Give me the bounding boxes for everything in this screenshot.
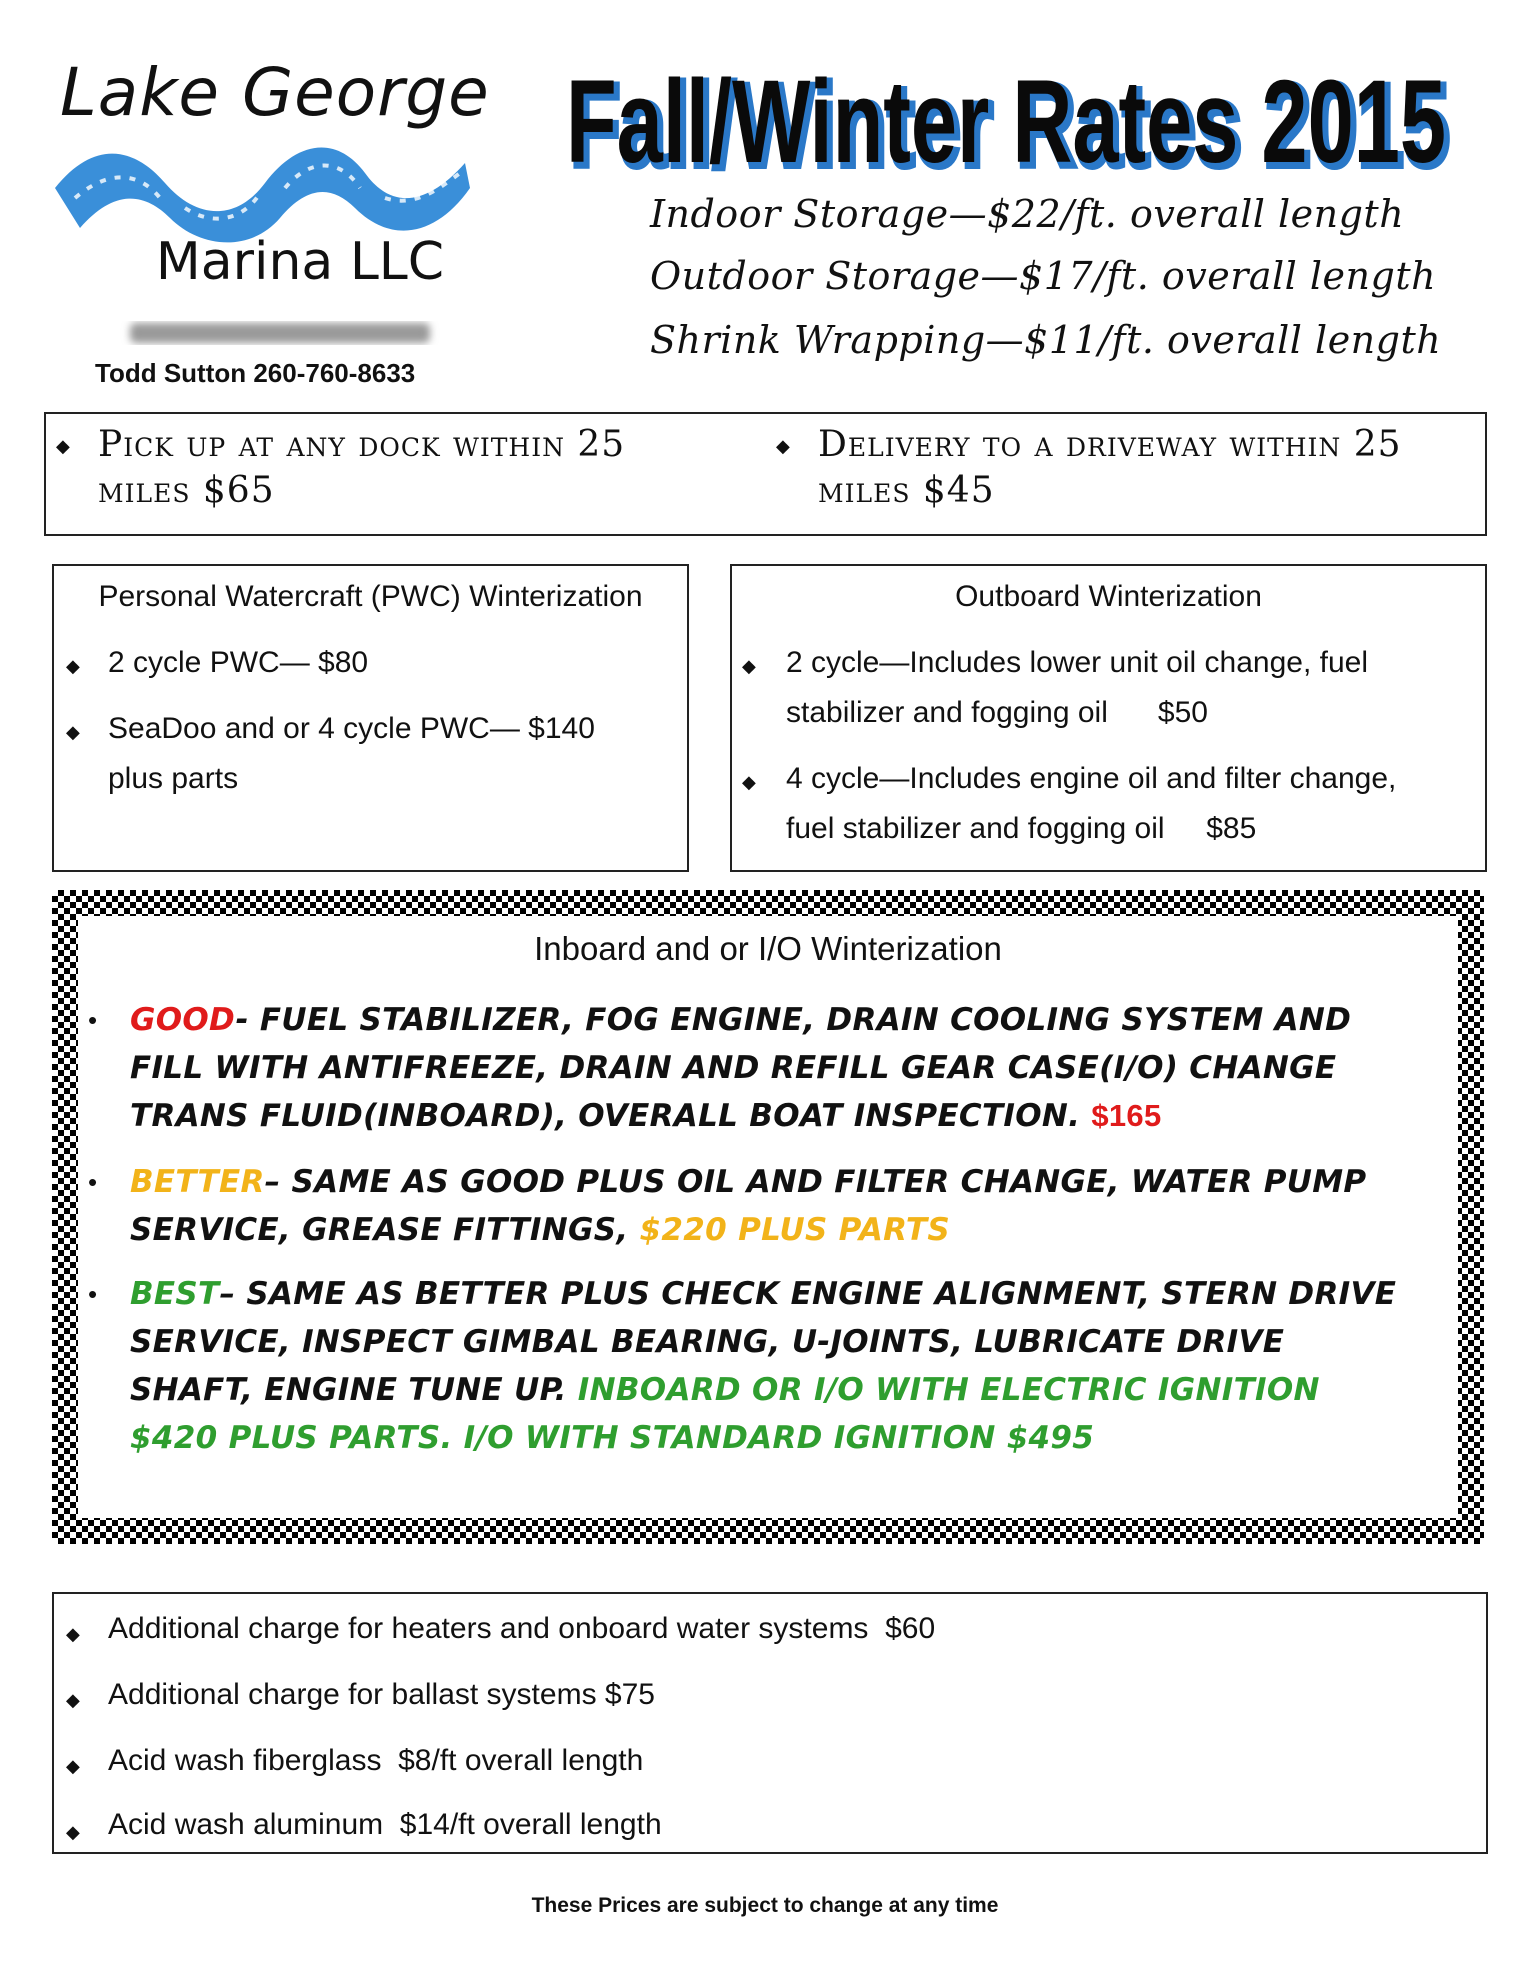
pwc-item-2cycle: 2 cycle PWC— $80: [108, 646, 369, 679]
bullet-icon: ◆: [66, 1756, 80, 1776]
pickup-line2: miles $65: [98, 470, 275, 511]
wave-logo-icon: [55, 128, 475, 248]
additional-acid-fiberglass: Acid wash fiberglass $8/ft overall length: [108, 1744, 644, 1777]
best-line1: [130, 1270, 1450, 1318]
best-desc-1: – SAME AS BETTER PLUS CHECK ENGINE ALIGNMENT, STERN DRIVE: [219, 1276, 1397, 1312]
page-title: [558, 40, 1458, 190]
additional-acid-aluminum: Acid wash aluminum $14/ft overall length: [108, 1808, 662, 1841]
additional-heaters: Additional charge for heaters and onboard water systems $60: [108, 1612, 936, 1645]
good-line2: FILL WITH ANTIFREEZE, DRAIN AND REFILL GEAR CASE(I/O) CHANGE: [130, 1050, 1337, 1086]
best-desc-3: SHAFT, ENGINE TUNE UP.: [130, 1372, 567, 1408]
transport-box: [44, 412, 1487, 536]
pickup-line1: Pick up at any dock within 25: [98, 424, 626, 465]
better-desc-2: SERVICE, GREASE FITTINGS,: [130, 1212, 629, 1248]
pwc-item-4cycle-cont: plus parts: [108, 762, 239, 795]
better-line1: [130, 1158, 1450, 1206]
bullet-icon: ◆: [66, 722, 80, 742]
outdoor-storage-rate: Outdoor Storage—$17/ft. overall length: [650, 254, 1437, 298]
good-label: GOOD: [130, 1002, 236, 1038]
best-electric: INBOARD OR I/O WITH ELECTRIC IGNITION: [577, 1372, 1320, 1408]
better-desc-1: – SAME AS GOOD PLUS OIL AND FILTER CHANGE, WATER PUMP: [264, 1164, 1367, 1200]
logo-text-top: Lake George: [60, 54, 490, 131]
bullet-icon: ◆: [56, 436, 70, 456]
bullet-icon: ◆: [742, 656, 756, 676]
outboard-4cycle-line1: 4 cycle—Includes engine oil and filter change,: [786, 762, 1397, 795]
blurred-phone-image: [110, 313, 450, 353]
company-logo: [50, 48, 490, 388]
additional-charges-box: [52, 1592, 1488, 1854]
svg-text:Fall/Winter Rates 2015: Fall/Winter Rates 2015: [566, 56, 1446, 188]
bullet-icon: •: [88, 1167, 98, 1197]
bullet-icon: ◆: [742, 772, 756, 792]
outboard-2cycle-line2: stabilizer and fogging oil $50: [786, 696, 1208, 729]
better-line2: [130, 1206, 1450, 1254]
bullet-icon: ◆: [66, 1624, 80, 1644]
better-label: BETTER: [130, 1164, 265, 1200]
logo-text-bottom: Marina LLC: [155, 232, 445, 292]
outboard-box: [730, 564, 1487, 872]
better-price: $220 PLUS PARTS: [639, 1212, 950, 1248]
footer-disclaimer: These Prices are subject to change at any time: [531, 1894, 999, 1917]
inboard-title: Inboard and or I/O Winterization: [534, 930, 1002, 967]
contact-info: Todd Sutton 260-760-8633: [95, 358, 416, 388]
delivery-line1: Delivery to a driveway within 25: [818, 424, 1402, 465]
delivery-line2: miles $45: [818, 470, 995, 511]
svg-text:Fall/Winter Rates 2015: Fall/Winter Rates 2015: [570, 60, 1450, 190]
best-price-line: $420 PLUS PARTS. I/O WITH STANDARD IGNITION $495: [130, 1420, 1095, 1456]
bullet-icon: ◆: [66, 656, 80, 676]
good-line1: [130, 996, 1450, 1044]
bullet-icon: ◆: [66, 1822, 80, 1842]
bullet-icon: ◆: [66, 1690, 80, 1710]
outboard-2cycle-line1: 2 cycle—Includes lower unit oil change, fuel: [786, 646, 1368, 679]
bullet-icon: •: [88, 1005, 98, 1035]
best-line3: [130, 1366, 1450, 1414]
indoor-storage-rate: Indoor Storage—$22/ft. overall length: [650, 192, 1405, 236]
good-desc-3: TRANS FLUID(INBOARD), OVERALL BOAT INSPECTION.: [130, 1098, 1081, 1134]
pwc-title: Personal Watercraft (PWC) Winterization: [98, 580, 643, 613]
bullet-icon: ◆: [776, 436, 790, 456]
outboard-4cycle-line2: fuel stabilizer and fogging oil $85: [786, 812, 1257, 845]
pwc-item-4cycle: SeaDoo and or 4 cycle PWC— $140: [108, 712, 595, 745]
good-desc-1: - FUEL STABILIZER, FOG ENGINE, DRAIN COOLING SYSTEM AND: [235, 1002, 1352, 1038]
best-line2: SERVICE, INSPECT GIMBAL BEARING, U-JOINTS, LUBRICATE DRIVE: [130, 1324, 1285, 1360]
pwc-box: [52, 564, 689, 872]
outboard-title: Outboard Winterization: [955, 580, 1262, 613]
shrink-wrap-rate: Shrink Wrapping—$11/ft. overall length: [650, 318, 1442, 362]
best-label: BEST: [130, 1276, 220, 1312]
good-price: $165: [1091, 1098, 1162, 1133]
additional-ballast: Additional charge for ballast systems $75: [108, 1678, 655, 1711]
good-line3: [130, 1092, 1450, 1140]
bullet-icon: •: [88, 1279, 98, 1309]
